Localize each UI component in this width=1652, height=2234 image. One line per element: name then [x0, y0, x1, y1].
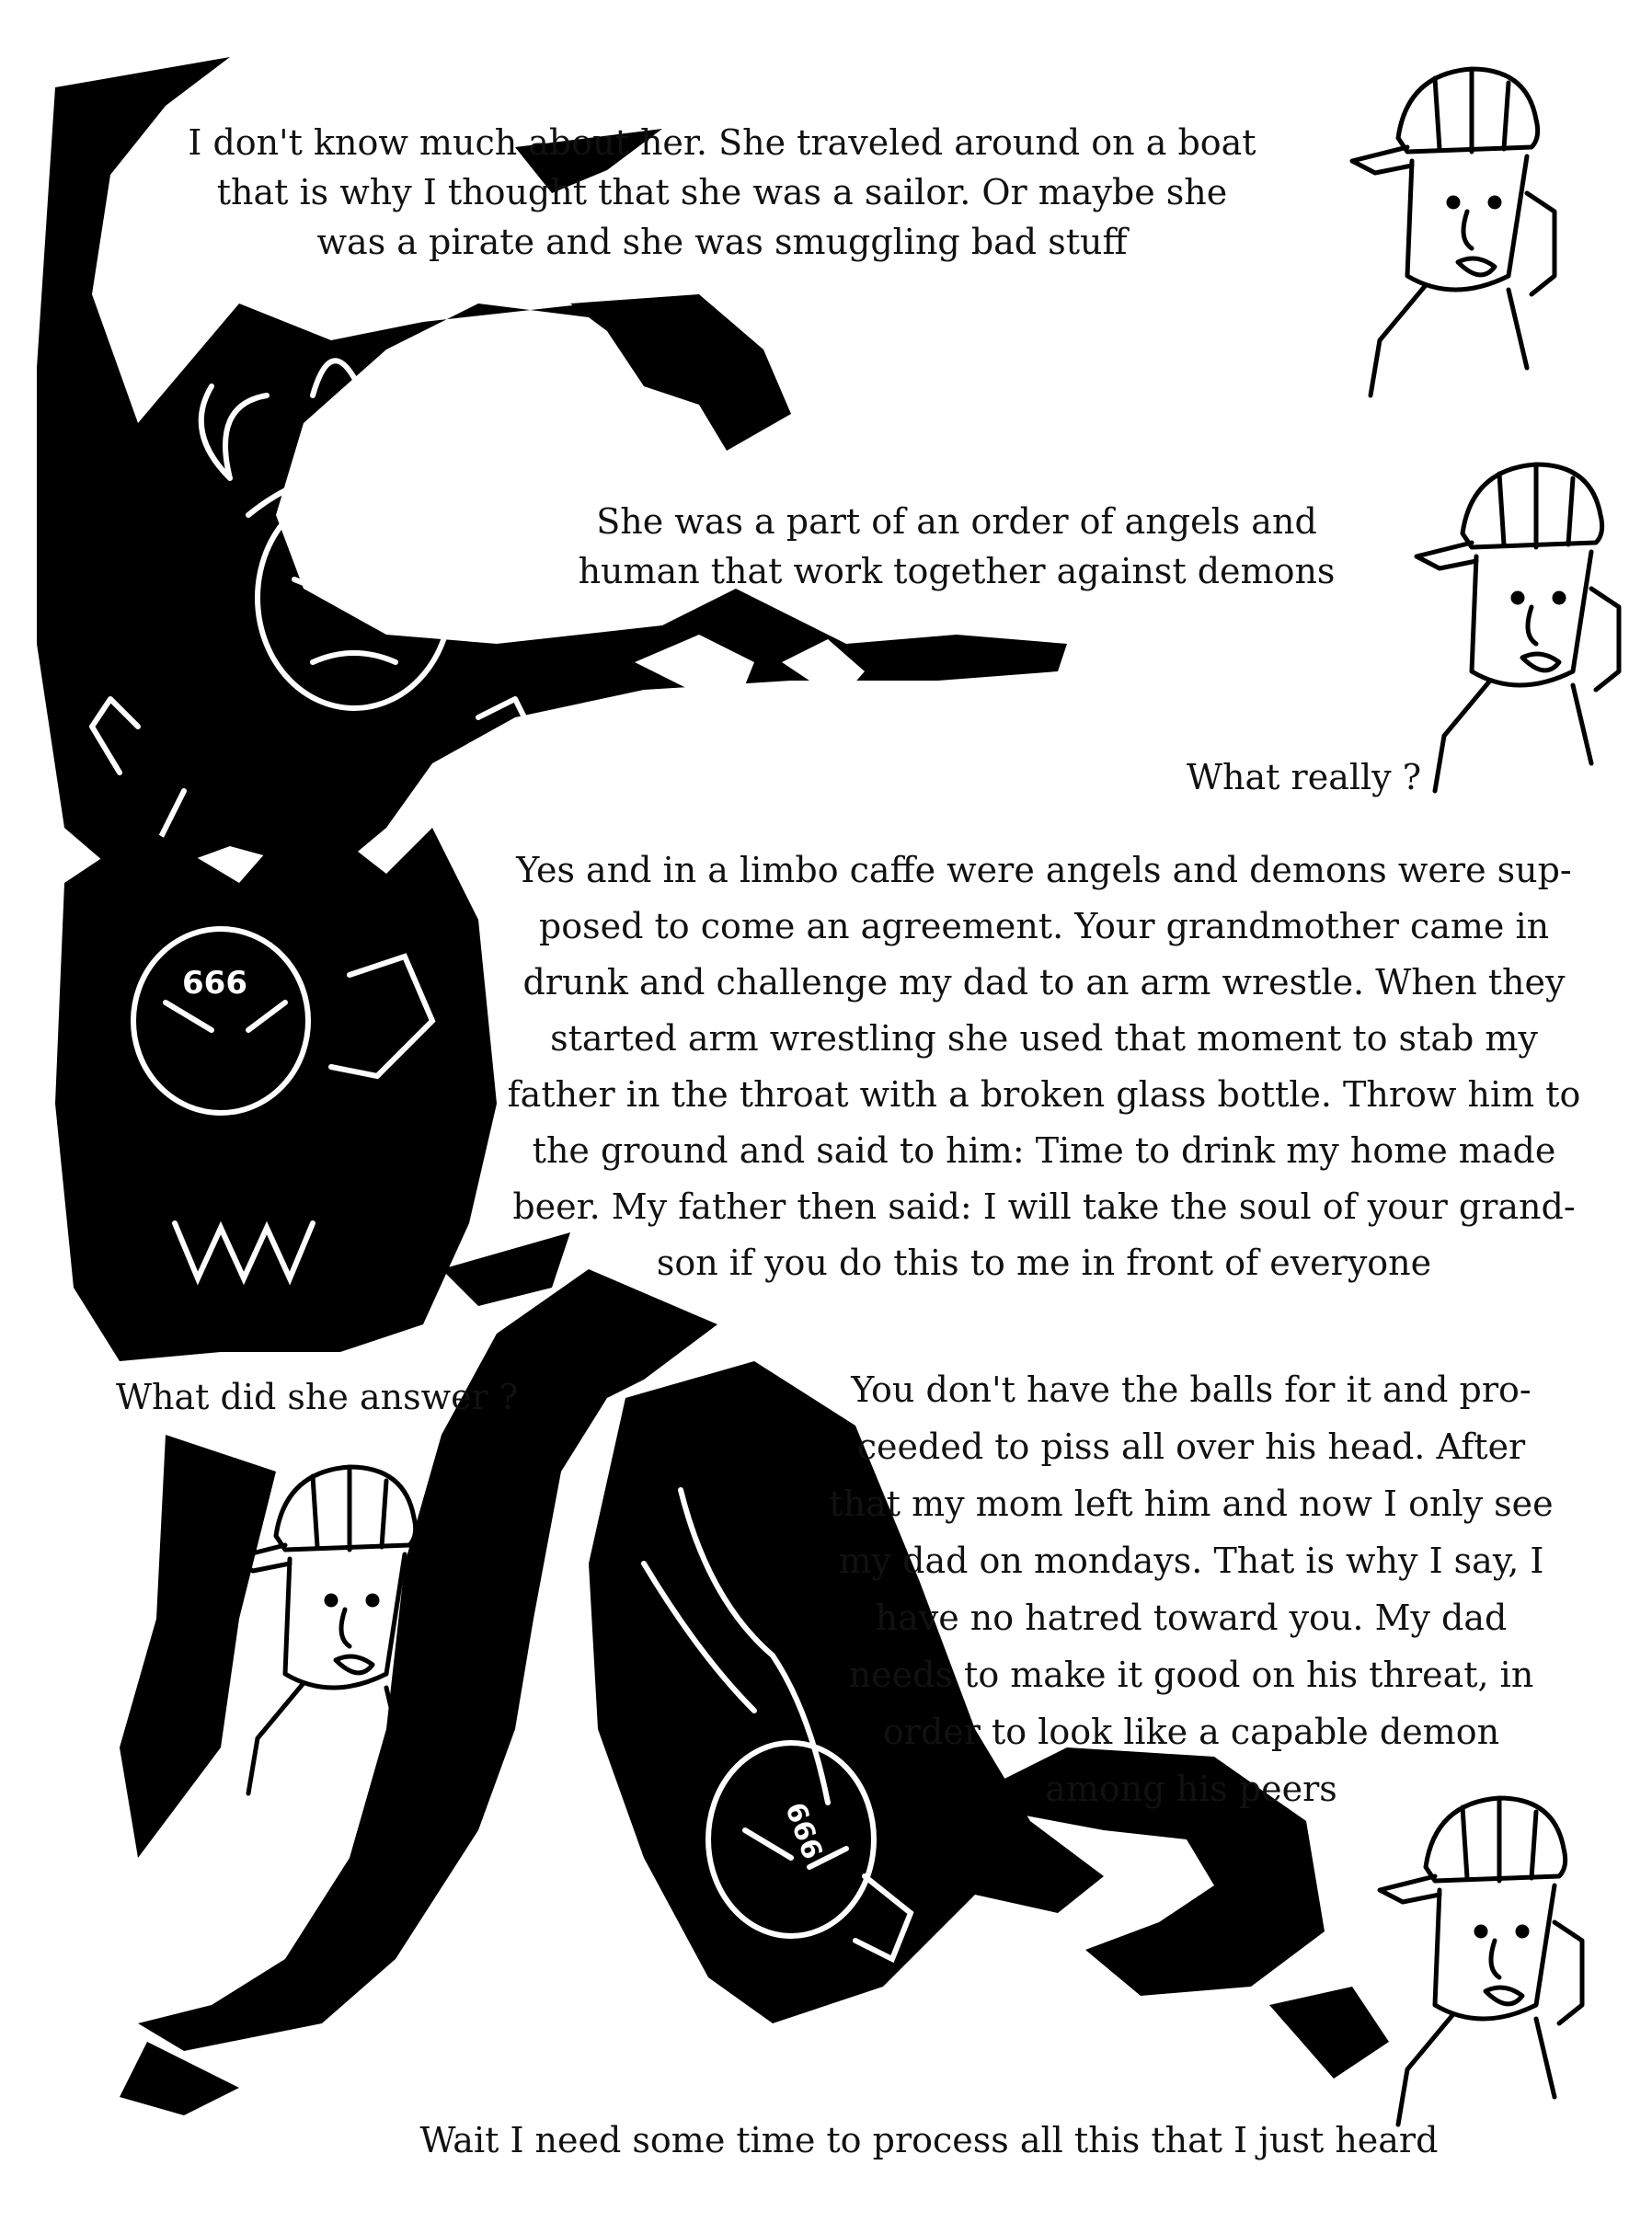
boy-cap-icon: [1417, 464, 1619, 791]
demon-mark-666: 666: [182, 965, 247, 1002]
caption-boy-sailor-guess: I don't know much about her. She traveled around on a boat that is why I thought that she was a sailor. Or maybe she was a pirate and she was smuggling bad stuff: [188, 122, 1256, 262]
caption-answer-story: You don't have the balls for it and pro- ceeded to piss all over his head. After that my mom left him and now I only see my dad on mondays. That is why I say, I have no hatred toward you. My dad needs to make it good on his threat, in order to look like a capable demon among his peers: [829, 1369, 1554, 1809]
caption-what-did-she-answer: What did she answer ?: [116, 1377, 519, 1417]
boy-cap-icon: [1380, 1798, 1582, 2125]
demon-mark-666: 666: [327, 536, 384, 568]
demon-mark-666: 666: [778, 1798, 829, 1864]
caption-what-really: What really ?: [1187, 757, 1422, 797]
caption-limbo-caffe-story: Yes and in a limbo caffe were angels and demons were sup- posed to come an agreement. Your grandmother came in drunk and challenge my dad to an arm wrestle. When they started arm wrestling she used that moment to stab my father in the throat with a broken glass bottle. Throw him to the ground and said to him: Time to drink my home made beer. My father then said: I will take the soul of your grand- son if you do this to me in front of everyone: [507, 850, 1581, 1283]
caption-order-of-angels: She was a part of an order of angels and human that work together against demons: [578, 501, 1336, 591]
caption-need-time: Wait I need some time to process all this that I just heard: [419, 2120, 1439, 2160]
shadow-demon-middle: [55, 809, 497, 1361]
boy-cap-icon: [1352, 69, 1554, 395]
